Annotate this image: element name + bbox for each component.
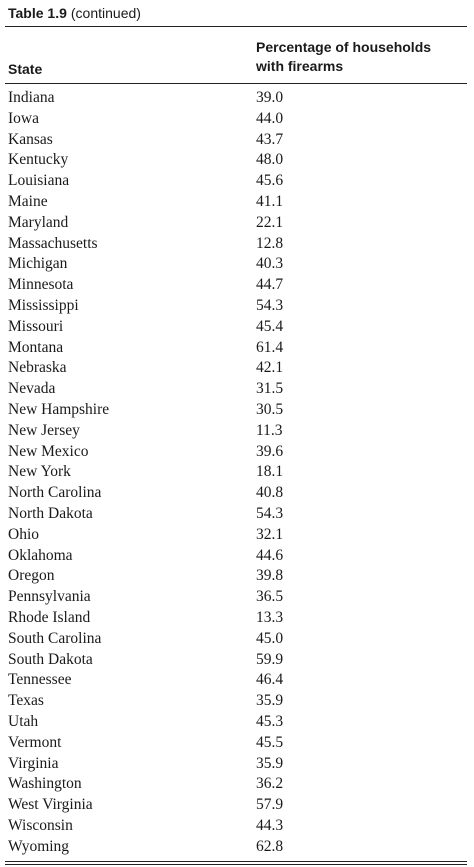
table-number: Table 1.9 [8, 5, 67, 21]
state-name-cell: Mississippi [8, 296, 79, 314]
bottom-rule [5, 861, 467, 862]
table-row [0, 483, 474, 504]
percentage-cell: 45.3 [256, 712, 284, 730]
percentage-cell: 39.8 [256, 567, 284, 585]
table-row [0, 525, 474, 546]
table-row [0, 774, 474, 795]
state-name-cell: Oklahoma [8, 546, 73, 564]
table-row [0, 691, 474, 712]
state-name-cell: Wyoming [8, 837, 70, 855]
table-row [0, 130, 474, 151]
table-row [0, 150, 474, 171]
state-name-cell: Vermont [8, 733, 62, 751]
percentage-cell: 54.3 [256, 296, 284, 314]
table-row [0, 566, 474, 587]
percentage-cell: 35.9 [256, 692, 284, 710]
table-row [0, 171, 474, 192]
percentage-cell: 44.7 [256, 276, 284, 294]
table-row [0, 504, 474, 525]
percentage-cell: 48.0 [256, 151, 284, 169]
table-row [0, 296, 474, 317]
column-header-percentage [256, 38, 471, 76]
state-name-cell: Wisconsin [8, 816, 73, 834]
state-name-cell: Indiana [8, 89, 55, 106]
percentage-cell: 57.9 [256, 796, 284, 814]
table-row [0, 629, 474, 650]
state-name-cell: Missouri [8, 317, 64, 335]
state-name-cell: Iowa [8, 109, 39, 127]
column-header-percentage-line2: with firearms [256, 58, 344, 74]
percentage-cell: 61.4 [256, 338, 284, 356]
state-name-cell: Tennessee [8, 671, 72, 689]
table-row [0, 400, 474, 421]
table-row [0, 442, 474, 463]
percentage-cell: 36.5 [256, 588, 284, 606]
table-row [0, 317, 474, 338]
state-name-cell: Pennsylvania [8, 588, 91, 606]
state-name-cell: Texas [8, 692, 44, 710]
percentage-cell: 36.2 [256, 775, 284, 793]
state-name-cell: Utah [8, 712, 39, 730]
table-row [0, 275, 474, 296]
state-name-cell: Michigan [8, 255, 68, 273]
percentage-cell: 40.8 [256, 484, 284, 502]
percentage-cell: 59.9 [256, 650, 284, 668]
state-name-cell: North Carolina [8, 484, 102, 502]
state-name-cell: Montana [8, 338, 64, 356]
state-name-cell: Oregon [8, 567, 55, 585]
percentage-cell: 44.6 [256, 546, 284, 564]
state-name-cell: Virginia [8, 754, 59, 772]
state-name-cell: Kentucky [8, 151, 69, 169]
percentage-cell: 31.5 [256, 380, 284, 398]
state-name-cell: Nebraska [8, 359, 67, 377]
table-row [0, 462, 474, 483]
table-row [0, 546, 474, 567]
percentage-cell: 45.4 [256, 317, 284, 335]
percentage-cell: 40.3 [256, 255, 284, 273]
state-name-cell: New Jersey [8, 421, 80, 439]
percentage-cell: 32.1 [256, 525, 284, 543]
table-row [0, 608, 474, 629]
bottom-rule-double [5, 864, 467, 865]
state-name-cell: Louisiana [8, 172, 70, 190]
table-body [0, 88, 474, 857]
table-continued-note: (continued) [70, 5, 141, 21]
state-name-cell: Minnesota [8, 276, 74, 294]
state-name-cell: West Virginia [8, 796, 93, 814]
state-name-cell: Washington [8, 775, 82, 793]
percentage-cell: 45.0 [256, 629, 284, 647]
state-name-cell: North Dakota [8, 504, 93, 522]
percentage-cell: 35.9 [256, 754, 284, 772]
table-row [0, 795, 474, 816]
percentage-cell: 39.0 [256, 89, 284, 106]
percentage-cell: 46.4 [256, 671, 284, 689]
percentage-cell: 13.3 [256, 608, 284, 626]
table-row [0, 338, 474, 359]
table-row [0, 88, 474, 109]
state-name-cell: New York [8, 463, 71, 481]
table-row [0, 192, 474, 213]
state-name-cell: South Dakota [8, 650, 93, 668]
column-header-percentage-line1: Percentage of households [256, 39, 432, 55]
header-rule [5, 83, 467, 84]
table-row [0, 379, 474, 400]
state-name-cell: Rhode Island [8, 608, 91, 626]
percentage-cell: 41.1 [256, 192, 284, 210]
state-name-cell: Maine [8, 192, 48, 210]
percentage-cell: 39.6 [256, 442, 284, 460]
table-row [0, 650, 474, 671]
percentage-cell: 54.3 [256, 504, 284, 522]
percentage-cell: 45.5 [256, 733, 284, 751]
state-name-cell: New Hampshire [8, 400, 110, 418]
state-name-cell: Nevada [8, 380, 56, 398]
percentage-cell: 43.7 [256, 130, 284, 148]
table-row [0, 213, 474, 234]
table-row [0, 733, 474, 754]
table-caption [8, 4, 141, 24]
table-row [0, 234, 474, 255]
table-row [0, 358, 474, 379]
table-row [0, 109, 474, 130]
state-name-cell: New Mexico [8, 442, 89, 460]
table-row [0, 670, 474, 691]
table-row [0, 712, 474, 733]
state-name-cell: Kansas [8, 130, 53, 148]
state-name-cell: Maryland [8, 213, 69, 231]
percentage-cell: 12.8 [256, 234, 284, 252]
table-row [0, 837, 474, 858]
percentage-cell: 44.0 [256, 109, 284, 127]
top-rule [5, 26, 467, 27]
percentage-cell: 44.3 [256, 816, 284, 834]
state-name-cell: Ohio [8, 525, 39, 543]
table-row [0, 254, 474, 275]
percentage-cell: 45.6 [256, 172, 284, 190]
table-row [0, 587, 474, 608]
percentage-cell: 42.1 [256, 359, 284, 377]
state-name-cell: Massachusetts [8, 234, 98, 252]
table-row [0, 816, 474, 837]
table-row [0, 421, 474, 442]
percentage-cell: 62.8 [256, 837, 284, 855]
percentage-cell: 11.3 [256, 421, 283, 439]
percentage-cell: 30.5 [256, 400, 284, 418]
table-row [0, 754, 474, 775]
percentage-cell: 22.1 [256, 213, 284, 231]
state-name-cell: South Carolina [8, 629, 102, 647]
column-header-state: State [8, 61, 43, 77]
percentage-cell: 18.1 [256, 463, 284, 481]
